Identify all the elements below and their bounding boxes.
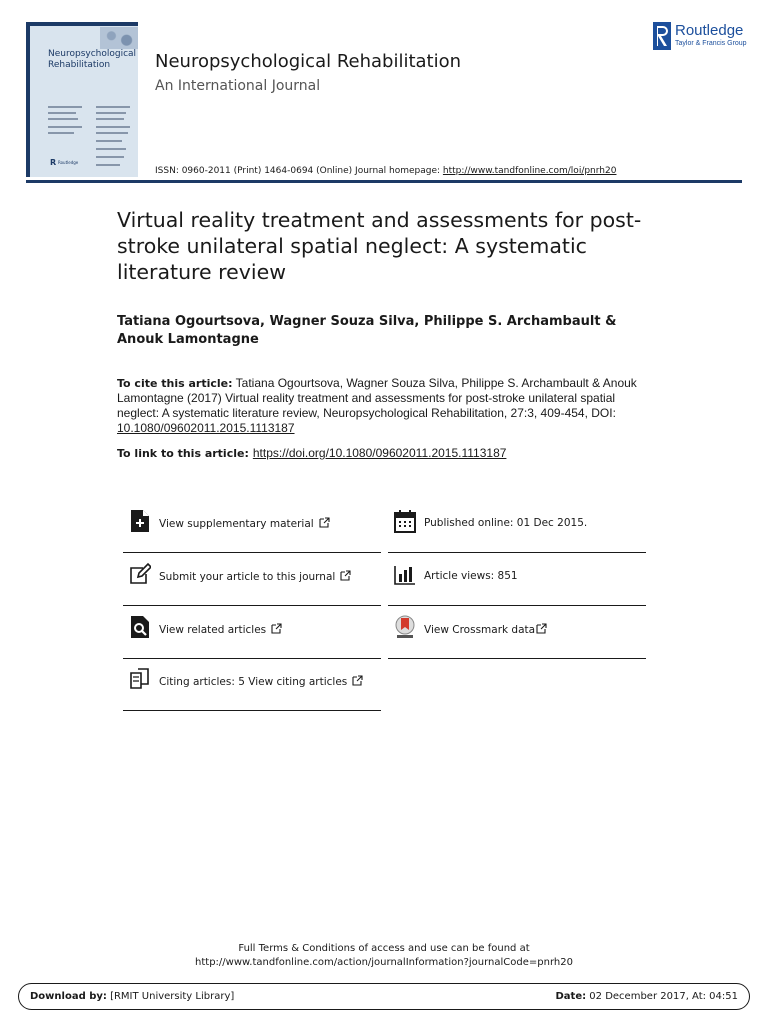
issn-text: ISSN: 0960-2011 (Print) 1464-0694 (Online) Journal homepage:	[155, 166, 443, 176]
bar-chart-icon	[394, 562, 416, 586]
cover-publisher-logo-icon: R	[50, 158, 57, 167]
cover-text-line	[96, 164, 120, 166]
journal-subtitle: An International Journal	[155, 78, 321, 94]
cover-text-line	[96, 148, 126, 150]
related-articles-link[interactable]	[123, 607, 381, 659]
article-link-line	[117, 446, 506, 460]
publisher-group: Taylor & Francis Group	[675, 40, 747, 47]
terms-and-conditions	[0, 942, 768, 970]
supplementary-material-link[interactable]	[123, 501, 381, 553]
cover-text-line	[96, 132, 128, 134]
cite-text: Tatiana Ogourtsova, Wagner Souza Silva, Philippe S. Archambault & Anouk Lamontagne (2017) Virtual reality treatment and assessments for post-stroke unilateral spatial neglect: A systematic literature review, Neuropsychological Rehabilitation, 27:3, 409-454, DOI:	[117, 376, 637, 420]
terms-url[interactable]: http://www.tandfonline.com/action/journalInformation?journalCode=pnrh20	[195, 957, 573, 968]
article-title: Virtual reality treatment and assessments for post-stroke unilateral spatial neglect: A systematic literature review	[117, 208, 642, 284]
download-by: Download by: [RMIT University Library]	[30, 991, 235, 1002]
article-views-label: Article views: 851	[424, 570, 518, 582]
crossmark-label: View Crossmark data	[424, 623, 547, 636]
search-document-icon	[129, 615, 151, 639]
supplementary-label: View supplementary material	[159, 517, 330, 530]
journal-cover-image	[26, 22, 138, 177]
citing-articles-label: Citing articles: 5 View citing articles	[159, 675, 363, 688]
cover-text-line	[96, 106, 130, 108]
add-file-icon	[129, 509, 151, 533]
cover-text-line	[48, 106, 82, 108]
cite-doi-link[interactable]: 10.1080/09602011.2015.1113187	[117, 421, 295, 435]
external-link-icon	[271, 623, 282, 634]
cover-text-line	[96, 118, 124, 120]
published-online-info	[388, 501, 646, 553]
cover-text-line	[48, 132, 74, 134]
published-online-label: Published online: 01 Dec 2015.	[424, 517, 588, 529]
download-info-bar	[18, 983, 750, 1010]
cover-text-line	[96, 140, 122, 142]
submit-article-label: Submit your article to this journal	[159, 570, 351, 583]
cover-text-line	[96, 112, 126, 114]
cover-text-line	[96, 156, 124, 158]
publisher-name: Routledge	[675, 22, 744, 39]
article-authors: Tatiana Ogourtsova, Wagner Souza Silva, Philippe S. Archambault & Anouk Lamontagne	[117, 314, 617, 347]
citing-articles-link[interactable]	[123, 659, 381, 711]
external-link-icon	[319, 517, 330, 528]
external-link-icon	[352, 675, 363, 686]
crossmark-link[interactable]	[388, 607, 646, 659]
routledge-r-icon	[653, 22, 671, 50]
terms-line-1: Full Terms & Conditions of access and use can be found at	[238, 943, 530, 954]
submit-article-link[interactable]	[123, 554, 381, 606]
cover-strip	[30, 22, 138, 26]
routledge-logo[interactable]	[653, 22, 753, 52]
external-link-icon	[340, 570, 351, 581]
download-date: Date: 02 December 2017, At: 04:51	[555, 991, 738, 1002]
issn-line	[155, 166, 616, 176]
calendar-icon	[394, 509, 416, 533]
crossmark-icon	[394, 615, 416, 639]
link-label: To link to this article:	[117, 447, 249, 460]
cite-label: To cite this article:	[117, 377, 233, 390]
cover-publisher-name: Routledge	[58, 160, 79, 165]
copy-icon	[129, 667, 151, 691]
cover-text-line	[48, 112, 76, 114]
external-link-icon	[536, 623, 547, 634]
cover-text-line	[96, 126, 130, 128]
related-articles-label: View related articles	[159, 623, 282, 636]
cover-text-line	[48, 126, 82, 128]
cover-text-line	[48, 118, 78, 120]
cover-title: Neuropsychological Rehabilitation	[48, 49, 137, 70]
citation-block	[117, 376, 647, 436]
article-doi-link[interactable]: https://doi.org/10.1080/09602011.2015.1113187	[252, 446, 507, 460]
article-views-info	[388, 554, 646, 606]
journal-title: Neuropsychological Rehabilitation	[155, 51, 462, 72]
edit-icon	[129, 562, 151, 586]
cover-artwork	[100, 27, 138, 49]
header-divider	[26, 180, 742, 183]
journal-homepage-link[interactable]: http://www.tandfonline.com/loi/pnrh20	[442, 166, 617, 176]
